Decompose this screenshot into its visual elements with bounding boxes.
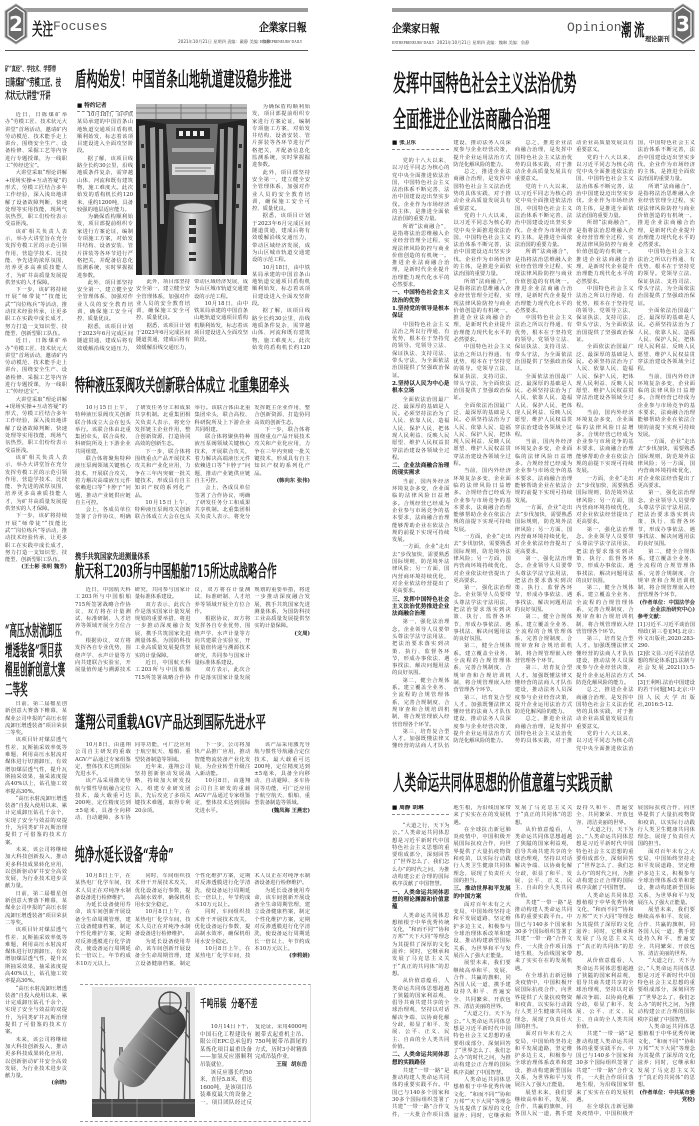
page-number-badge <box>4 3 28 45</box>
body-paragraph: 第三，培育复合型人才。加强既懂法律又懂经营的法商人才队伍建设，推动法务人员深度参与企业经营决策，提升企业运用法治方式防范化解风险的能力。 <box>392 140 511 750</box>
body-paragraph: 展望未来，我们要继续高举和平、发展、合作、共赢的旗帜，同各国人民一道，携手建设持久和平、普遍安全、共同繁荣、开放包容、清洁美丽的世界。 <box>514 805 634 1118</box>
body-paragraph: 下一步，公司将加快产品推广应用，推动智能物流装备产业化发展，为企业转型升级注入新动能。 <box>194 742 251 778</box>
body-paragraph: 所谓“法商融合”，是指将法治思维融入企业经营管理全过程，实现法律风险防控与商业价值创造的有机统一。推进企业法商融合治理，是新时代企业提升治理能力现代化水平的必然要求。 <box>637 183 695 249</box>
body-paragraph: 第三，培育复合型人才。加强既懂法律又懂经营的法商人才队伍建设，推动法务人员深度参与企业经营决策，提升企业运用法治方式防范化解风险的能力。 <box>453 694 511 745</box>
article-body <box>136 279 248 353</box>
body-paragraph: “大道之行，天下为公。”人类命运共同体思想是习近平新时代中国特色社会主义思想的重要组成部分，深刻回答了“世界怎么了、我们怎么办”的时代之问，为推动构建公正合理的国际秩序贡献了中国智慧。 <box>453 1011 511 1076</box>
body-paragraph: 一方面，企业“走出去”步伐加快，需要熟悉国际规则，防范境外法律风险；另一方面，国内营商环境持续优化，对企业依法经营提出了更高要求。 <box>453 534 511 584</box>
body-paragraph: 此外，项目部坚持安全第一，建立健全安全管理体系，加强对作业人员的安全教育培训，确保施工安全可控、质量优良。 <box>136 279 190 322</box>
body-paragraph: “高压水射流卸压增透装备”自投入使用以来，累计完成卸压钻孔千余个，实现了安全与效益的双提升，为同类矿井瓦斯治理提供了可借鉴的技术方案。 <box>5 985 67 1036</box>
body-paragraph: “高压水射流卸压增透装备”自投入使用以来，累计完成卸压钻孔千余个，实现了安全与效益的双提升，为同类矿井瓦斯治理提供了可借鉴的技术方案。 <box>5 795 67 846</box>
article-headline: “高压水射流卸压增透装备”项目获榴星创新创意大赛二等奖 <box>5 621 66 699</box>
body-paragraph: 10月18日，由中铁某局承建的中国首条山地轨道交通项目盾构机顺利始发，标志着该项目建设进入全面攻坚阶段。 <box>252 264 310 308</box>
article-body <box>252 104 310 353</box>
author-affiliation: (作者单位：中国法学会企业法治研究中心) <box>639 599 695 613</box>
feature-headline: 千吨吊装 分毫不差 <box>200 997 258 1010</box>
article-headline: 航天科工203所与中国船舶715所达成战略合作 <box>75 562 277 582</box>
section-subheading: 二、人类命运共同体思想的实践路径 <box>392 1052 450 1066</box>
body-paragraph: 面对百年未有之大变局，中国始终坚持走和平发展道路，坚定维护多边主义，积极参与全球治理体系改革和建设，推动构建新型国际关系，为世界和平与发展注入了强大正能量。 <box>453 901 511 959</box>
body-paragraph: 第一，强化法治理念。企业领导人员要带头尊法学法守法用法，把法治要求落实到决策、执行、监督各环节，形成办事依法、遇事找法、解决问题用法的良好氛围。 <box>637 490 695 548</box>
masthead-logo: 企業家日報 <box>259 21 307 34</box>
article-headline: 人类命运共同体思想的价值意蕴与实践贡献 <box>393 770 613 795</box>
body-paragraph: 该反应器长约50米，直径5.8米，重达1600吨，是该项目吊装难度最大的设备之一。项目团队经过反复论证，采用4000吨履带式起重机主吊、750吨履带吊溜尾的方式，历时3小时精准完成吊装作业。 <box>200 1024 307 1106</box>
body-paragraph: 据悉，该项目计划于2023年6月完成区间隧道贯通，建成后将有效缓解沿线交通压力， <box>77 323 133 352</box>
section-title-en: Opinion <box>567 20 622 35</box>
article-byline: ■ 张卫东 <box>392 140 449 150</box>
article-body <box>392 805 695 1123</box>
body-paragraph: 展望未来，我们要继续高举和平、发展、合作、共赢的旗帜，同各国人民一道，携手建设持久和平、普遍安全、共同繁荣、开放包容、清洁美丽的世界。 <box>453 960 511 1011</box>
body-paragraph: 人类命运共同体思想植根于中华优秀传统文化，“和而不同”“协和万邦”“天下大同”等理念为其提供了深厚的文化滋养；同时，它继承和发展了马克思主义关于“真正的共同体”的思想。 <box>453 805 573 1120</box>
article-headline: 特种液压泵阀攻关创新联合体成立 北重集团牵头 <box>75 376 290 396</box>
body-paragraph: 所谓“法商融合”，是指将法治思维融入企业经营管理全过程，实现法律风险防控与商业价值创造的有机统一。推进企业法商融合治理，是新时代企业提升治理能力现代化水平的必然要求。 <box>453 278 511 344</box>
section-subheading: 1.坚持党的领导是根本保证 <box>392 305 450 320</box>
masthead-logo: 企業家日報 <box>392 22 440 35</box>
reference-item: [3]王利明.法治中国建设的若干问题[M].北京:中国人民大学出版社,2016:5-12. <box>637 679 695 708</box>
body-paragraph: 为确保盾构顺利始发，项目部提前组织专家进行方案论证，编制专项施工方案，对始发井结构、设备安装、管片拼装等各环节进行严格把关，并配备信息化监测系统，实时掌握掘进参数。 <box>77 214 133 279</box>
body-paragraph: 下一步，联合体将围绕重点产品开展技术攻关和产业化应用，力争在三年内突破一批关键技术，形成具有自主知识产权的系列化产品。 <box>134 448 191 499</box>
body-paragraph: 第一，强化法治理念。企业领导人员要带头尊法学法守法用法，把法治要求落实到决策、执行、监督各环节，形成办事依法、遇事找法、解决问题用法的良好氛围。 <box>576 526 634 584</box>
article-credit: (韩向东 张伟) <box>276 477 310 484</box>
body-paragraph: 第一，强化法治理念。企业领导人员要带头尊法学法守法用法，把法治要求落实到决策、执行、监督各环节，形成办事依法、遇事找法、解决问题用法的良好氛围。 <box>392 619 450 677</box>
body-paragraph: 该产品采用激光导航与惯性导航融合定位技术，最大载重可达200吨，定位精度达到±5毫米，具备全向移动、自动避障、多车协同等功能，可广泛应用于航空航天、船舶、重型装备制造等领域。 <box>75 742 191 821</box>
section-subheading: 三、发挥中国特色社会主义法治优势推进企业法商融合治理 <box>392 596 450 618</box>
dateline: 2021年10月21日 星期四 责编：戴静 美编：詹静 <box>178 39 271 44</box>
page-number: 3 <box>676 12 690 36</box>
section-title-en: Focuses <box>53 19 108 34</box>
body-paragraph: 人类命运共同体思想植根于中华优秀传统文化，“和而不同”“协和万邦”“天下大同”等理念为其提供了深厚的文化滋养；同时，它继承和发展了马克思主义关于“真正的共同体”的思想。 <box>392 912 450 977</box>
body-paragraph: 据悉，该项目计划于2023年6月完成区间隧道贯通，建成后将有效缓解沿线交通压力，带动区域经济发展，成为山区城市轨道交通建设的示范工程。 <box>136 279 248 351</box>
feature-body <box>200 1024 307 1114</box>
body-paragraph: 中国特色社会主义法治之所以行得通、有优势，根本在于坚持党的领导。党领导立法、保证执法、支持司法、带头守法，为全面依法治国提供了坚强政治保证。 <box>514 315 573 373</box>
body-paragraph: 面对百年未有之大变局，中国始终坚持走和平发展道路，坚定维护多边主义，积极参与全球治理体系改革和建设，推动构建新型国际关系，为世界和平与发展注入了强大正能量。 <box>637 848 695 906</box>
body-paragraph: 未来，该公司将继续加大科技创新投入，推动更多科技成果转化应用，以创新驱动矿井安全高效发展，为行业技术进步贡献力量。 <box>5 1036 67 1080</box>
body-paragraph: 会上，各成员单位签署了合作协议，明确了研发任务分工和成果共享机制。北重集团相关负责人表示，将充分发挥链主企业作用，整合创新资源，打造协同高效的创新生态。 <box>194 405 310 521</box>
body-paragraph: 一方面，企业“走出去”步伐加快，需要熟悉国际规则，防范境外法律风险；另一方面，国内营商环境持续优化，对企业依法经营提出了更高要求。 <box>392 544 450 595</box>
body-paragraph: 近日，日陈煤矿举办“劳模工匠、技术状元大讲堂”首场活动，邀请矿内劳动模范、技术能手走上讲台，围绕安全生产、设备检修、采掘工艺等内容进行专题授课，为一线职工“传经送宝”。 <box>5 112 67 170</box>
body-paragraph: 10月8日，由蓬翔公司自主研发的重载AGV产品通过专家组鉴定，整体技术达到国际先进水平。 <box>194 778 251 814</box>
article-kicker: 携手共筑国家先进测量体系 <box>75 551 150 561</box>
body-paragraph: 双方表示，此次合作是落实国家计量发展规划的重要举措，将进一步推动深度融合发展，携手共筑国家先进测量体系，为国防科技工业高质量发展提供坚实的计量保障。 <box>194 587 310 681</box>
body-paragraph: 近年来，蓬翔公司坚持创新驱动发展战略，持续加大研发投入，组建专业研发团队，先后攻克了多项关键技术难题，取得专利20余项。 <box>134 763 191 814</box>
section-title-cn: 关注 <box>32 20 54 40</box>
body-paragraph: 党的十八大以来，以习近平同志为核心的党中央全面推进依法治国，中国特色社会主义法治体系不断完善，法治中国建设迈出坚实步伐。企业作为市场经济的主体，是推进全面依法治国的重要力量。 <box>576 154 634 219</box>
reactor-lifting-photo <box>92 987 195 1117</box>
body-paragraph: 全面依法治国最广泛、最深厚的基础是人民。必须坚持法治为了人民、依靠人民、造福人民、保护人民，把体现人民利益、反映人民愿望、维护人民权益贯穿法治建设各领域全过程。 <box>637 307 695 373</box>
body-paragraph: 联合体将聚焦特种液压泵阀领域关键核心技术，开展联合攻关，着力解决高端液压元件依赖进口等“卡脖子”问题，推动产业链供应链自主可控。 <box>75 456 131 506</box>
body-paragraph: 全面依法治国最广泛、最深厚的基础是人民。必须坚持法治为了人民、依靠人民、造福人民、保护人民，把体现人民利益、反映人民愿望、维护人民权益贯穿法治建设各领域全过程。 <box>576 344 634 409</box>
references-block <box>638 600 695 709</box>
body-paragraph: 共建“一带一路”是推动构建人类命运共同体的重要实践平台。中国已与140多个国家和30多个国际组织签署了共建“一带一路”合作文件，一大批合作项目落地生根，为沿线国家带来了实实在在的发展机遇。 <box>576 1031 634 1103</box>
body-paragraph: 近日，中国航天科工203所与中国船舶715所签署战略合作协议，双方将在计量测试、标准研制、人才培养等领域开展全方位合作。 <box>75 587 131 637</box>
body-paragraph: 党的十八大以来，以习近平同志为核心的党中央全面推进依法治国，中国特色社会主义法治体系不断完善，法治中国建设迈出坚实步伐。企业作为市场经济的主体，是推进全面依法治国的重要力量。 <box>392 158 450 223</box>
body-paragraph: 据了解，该项目线路全长约30公里，沿线地质条件复杂，需穿越山体、河流和既有建筑物，施工难度大。此次始发的盾构机长约120米，重约1200吨，具备较强的地层适应能力。 <box>77 155 133 213</box>
body-paragraph: 全面依法治国最广泛、最深厚的基础是人民。必须坚持法治为了人民、依靠人民、造福人民、保护人民，把体现人民利益、反映人民愿望、维护人民权益贯穿法治建设各领域全过程。 <box>392 396 450 461</box>
body-paragraph: 总之，推进企业法商融合治理，是发挥中国特色社会主义法治优势的具体实践，对于推动企业高质量发展具有重要意义。 <box>576 687 634 730</box>
body-paragraph: 此外，项目部坚持安全第一，建立健全安全管理体系，加强对作业人员的安全教育培训，确保施工安全可控、质量优良。 <box>77 279 133 323</box>
body-paragraph: 下一步，联合体将围绕重点产品开展技术攻关和产业化应用，力争在三年内突破一批关键技术，形成具有自主知识产权的系列化产品。 <box>254 426 310 477</box>
body-paragraph: 所谓“法商融合”，是指将法治思维融入企业经营管理全过程，实现法律风险防控与商业价值创造的有机统一。推进企业法商融合治理，是新时代企业提升治理能力现代化水平的必然要求。 <box>576 220 634 285</box>
body-paragraph: 据了解，该项目线路全长约30公里，沿线地质条件复杂，需穿越山体、河流和既有建筑物，施工难度大。此次始发的盾构机长约120 <box>252 308 310 351</box>
body-paragraph: 总之，推进企业法商融合治理，是发挥中国特色社会主义法治优势的具体实践，对于推动企业高质量发展具有重要意义。 <box>453 169 511 212</box>
body-paragraph: 所谓“法商融合”，是指将法治思维融入企业经营管理全过程，实现法律风险防控与商业价值创造的有机统一。推进企业法商融合治理，是新时代企业提升治理能力现代化水平的必然要求。 <box>514 249 573 314</box>
body-paragraph: 10月8日上午，在某热电厂化学车间，技术人员正在对纯净水制备设备进行检修维护。 <box>194 873 310 960</box>
section-subheading: 2.坚持以人民为中心是根本立场 <box>392 380 450 395</box>
body-paragraph: 总之，推进企业法商融合治理，是发挥中国特色社会主义法治优势的具体实践，对于推动企业高质量发展具有重要意义。 <box>514 140 634 745</box>
body-paragraph: 10月8日上午，在某热电厂化学车间，技术人员正在对纯净水制备设备进行检修维护。 <box>75 873 131 901</box>
header-rule <box>5 50 308 51</box>
article-credit: (文周) <box>294 630 310 637</box>
body-paragraph: 一方面，企业“走出去”步伐加快，需要熟悉国际规则，防范境外法律风险；另一方面，国内营商环境持续优化，对企业依法经营提出了更高要求。 <box>576 475 634 526</box>
body-paragraph: 第二，健全合规体系。建立覆盖全业务、全流程的合规管理体系，完善合规制度、合规审查和合规培训机制，将合规管理嵌入经营管理各个环节。 <box>576 585 634 635</box>
body-paragraph: 全面依法治国最广泛、最深厚的基础是人民。必须坚持法治为了人民、依靠人民、造福人民、保护人民，把体现人民利益、反映人民愿望、维护人民权益贯穿法治建设各领域全过程。 <box>514 373 573 438</box>
article-credit: (李莉娟) <box>289 953 310 960</box>
header-bar <box>392 8 674 12</box>
body-paragraph: “大道之行，天下为公。”人类命运共同体思想是习近平新时代中国特色社会主义思想的重要组成部分，深刻回答了“世界怎么了、我们怎么办”的时代之问，为推动构建公正合理的国际秩序贡献了中国智慧。 <box>392 823 450 888</box>
header-rule <box>392 50 695 51</box>
body-paragraph: 中国特色社会主义法治之所以行得通、有优势，根本在于坚持党的领导。党领导立法、保证执法、支持司法、带头守法，为全面依法治国提供了坚强政治保证。 <box>392 321 450 379</box>
section-subtitle: 理论副刊 <box>645 35 670 43</box>
article-byline: ■ 特约记者 <box>77 101 133 112</box>
body-paragraph: 当前，国内外经济环境复杂多变，企业面临的法律风险日益增多。合规经营已经成为企业参与市场竞争的基本要求，法商融合治理能够帮助企业在依法合规的前提下实现可持续发展。 <box>453 468 511 533</box>
references-title: 参考文献： <box>637 614 665 621</box>
body-paragraph: 党的十八大以来，以习近平同志为核心的党中央全面推进依法治国，中国特色社会主义法治体系不断完善，法治中国建设迈出坚实步伐。企业作为市场经济的主体，是推进全面依法治国的重要力量。 <box>453 212 511 278</box>
photo-credit: 王琨 胡东岳 <box>276 1061 307 1068</box>
body-paragraph: 当前，国内外经济环境复杂多变，企业面临的法律风险日益增多。合规经营已经成为企业参与市场竞争的基本要求，法商融合治理能够帮助企业在依法合规的前提下实现可持续发展。 <box>576 409 634 475</box>
body-paragraph: 当前，国内外经济环境复杂多变，企业面临的法律风险日益增多。合规经营已经成为企业参与市场竞争的基本要求，法商融合治理能够帮助企业在依法合规的前提下实现可持续发展。 <box>637 373 695 438</box>
article-body <box>75 742 310 826</box>
header-bar <box>24 8 308 12</box>
body-paragraph: 未来，该公司将继续加大科技创新投入，推动更多科技成果转化应用，以创新驱动矿井安全高效发展，为行业技术进步贡献力量。 <box>5 846 67 890</box>
body-paragraph: 人类命运共同体思想植根于中华优秀传统文化，“和而不同”“协和万邦”“天下大同”等理念为其提供了深厚的文化滋养；同时，它继承和发展了马克思主义关于“真正的共同体”的思想。 <box>637 1023 695 1089</box>
body-paragraph: 展望未来，我们要继续高举和平、发展、合作、共赢的旗帜，同各国人民一道，携手建设持久和平、普遍安全、共同繁荣、开放包容、清洁美丽的世界。 <box>637 907 695 957</box>
body-paragraph: 第三，培育复合型人才。加强既懂法律又懂经营的法商人才队伍建设，推动法务人员深度参与企业经营决策，提升企业运用法治方式防范化解风险的能力。 <box>514 665 573 716</box>
article-headline <box>393 66 577 138</box>
article-headline: 日陈煤矿“劳模工匠、技术状元大讲堂”开讲 <box>5 78 62 102</box>
body-paragraph: 下一步，该矿将持续开展“师带徒”“技能比武”“岗位练兵”等活动，推动技术经验传承，让更多职工在实践中成长成才，努力打造一支知识型、技能型、创新型职工队伍。 <box>5 513 67 564</box>
body-paragraph: 为延长设备使用寿命，该车间创新开展设备全生命周期管理，建立设备健康档案，制定个性化维护方案，定期对反渗透膜进行化学清洗，使设备运行周期延长一倍以上，年节约成本10万元以上。 <box>75 902 131 967</box>
body-paragraph: 近日，日陈煤矿举办“劳模工匠、技术状元大讲堂”首场活动，邀请矿内劳动模范、技术能手走上讲台，围绕安全生产、设备检修、采掘工艺等内容进行专题授课，为一线职工“传经送宝”。 <box>5 338 67 396</box>
body-paragraph: 党的十八大以来，以习近平同志为核心的党中央全面推进依法治国，中国特色社会主义法治体系不断完善，法治中国建设迈出坚实步伐。企业作为市场经济的主体，是推进全面依法治国的重要力量。 <box>514 183 573 249</box>
body-paragraph: 该矿相关负责人表示，举办大讲堂旨在充分发挥劳模工匠的示范引领作用，营造学技术、比技能、争先进的浓厚氛围，培养更多高素质技能人才，为矿井高质量发展提供坚实的人才保障。 <box>5 454 67 513</box>
body-paragraph: 10月14日下午，中国石化工程建设有限公司EPC总承包的某炼化项目最重设备——加氢反应器顺利吊装就位。 <box>200 1024 252 1068</box>
dateline: 2021年10月21日 星期四 责编：魏琳 美编：詹静 <box>437 39 530 45</box>
body-paragraph: 当前，国内外经济环境复杂多变，企业面临的法律风险日益增多。合规经营已经成为企业参与市场竞争的基本要求，法商融合治理能够帮助企业在依法合规的前提下实现可持续发展。 <box>392 478 450 544</box>
article-body <box>5 701 67 1103</box>
body-paragraph: 同时，车间组织技术骨干开展技术攻关，优化设备运行参数，提高制水效率，确保机组用水安全稳定。 <box>194 909 251 945</box>
body-paragraph: 从价值意蕴看，人类命运共同体思想超越了狭隘的国家利益观，倡导共商共建共享的全球治理观，坚持以对话解决争端、以协商化解分歧，彰显了和平、发展、公平、正义、民主、自由的全人类共同价值。 <box>514 826 573 899</box>
body-paragraph: 日前，第二届榴星创新创意大赛落下帷幕，某煤业公司申报的“高压水射流卸压增透装备”项目荣获二等奖。 <box>5 701 67 737</box>
body-paragraph: 当前，国内外经济环境复杂多变，企业面临的法律风险日益增多。合规经营已经成为企业参与市场竞争的基本要求，法商融合治理能够帮助企业在依法合规的前提下实现可持续发展。 <box>514 439 573 504</box>
page-number: 2 <box>9 12 23 36</box>
body-paragraph: 一方面，企业“走出去”步伐加快，需要熟悉国际规则，防范境外法律风险；另一方面，国内营商环境持续优化，对企业依法经营提出了更高要求。 <box>637 439 695 489</box>
body-paragraph: 为延长设备使用寿命，该车间创新开展设备全生命周期管理，建立设备健康档案，制定个性化维护方案，定期对反渗透膜进行化学清洗，使设备运行周期延长一倍以上，年节约成本10万元以上。 <box>134 873 251 967</box>
body-paragraph: “大道之行，天下为公。”人类命运共同体思想是习近平新时代中国特色社会主义思想的重要组成部分，深刻回答了“世界怎么了、我们怎么办”的时代之问，为推动构建公正合理的国际秩序贡献了中国智慧。 <box>637 958 695 1023</box>
body-paragraph: 该项目针对煤层透气性差、瓦斯抽采效率低等难题，利用高压水射流对煤体进行切割卸压，有效增加煤层透气性，提升瓦斯抽采效果，抽采浓度提高40%以上，钻孔施工效率提高30%。 <box>5 737 67 795</box>
body-paragraph: 在全球抗击新冠肺炎疫情中，中国积极开展国际抗疫合作，向世界提供了大量抗疫物资和疫苗，以实际行动践行人类卫生健康共同体理念，展现了负责任大国的担当。 <box>576 805 695 1118</box>
body-paragraph: 根据协议，双方将发挥各自专业优势，围绕声学、水声计量等方向共建联合实验室，开展量值传递与溯源技术研究，共同参与国家计量标准体系建设。 <box>194 616 251 666</box>
page-number-badge <box>671 3 695 45</box>
body-paragraph: 人类命运共同体思想植根于中华优秀传统文化，“和而不同”“协和万邦”“天下大同”等理念为其提供了深厚的文化滋养；同时，它继承和发展了马克思主义关于“真正的共同体”的思想。 <box>576 892 634 957</box>
body-paragraph: 双方表示，此次合作是落实国家计量发展规划的重要举措，将进一步推动深度融合发展，携手共筑国家先进测量体系，为国防科技工业高质量发展提供坚实的计量保障。 <box>134 601 191 659</box>
headline-line-2: 全面推进企业法商融合治理 <box>393 106 551 133</box>
body-paragraph: 近日，中国航天科工203所与中国船舶715所签署战略合作协议，双方将在计量测试、标准研制、人才培养等领域开展全方位合作。 <box>134 587 251 681</box>
article-body <box>392 140 695 754</box>
body-paragraph: 该项目针对煤层透气性差、瓦斯抽采效率低等难题，利用高压水射流对煤体进行切割卸压，有效增加煤层透气性，提升瓦斯抽采效果，抽采浓度提高40%以上，钻孔施工效率提高30%。 <box>5 927 67 985</box>
section-title-cn: 潮流 <box>621 21 648 41</box>
body-paragraph: 在全球抗击新冠肺炎疫情中，中国积极开展国际抗疫合作，向世界提供了大量抗疫物资和疫苗，以实际行动践行人类卫生健康共同体理念，展现了负责任大国的担当。 <box>514 972 573 1030</box>
body-paragraph: 所谓“法商融合”，是指将法治思维融入企业经营管理全过程，实现法律风险防控与商业价值创造的有机统一。推进企业法商融合治理，是新时代企业提升治理能力现代化水平的必然要求。 <box>392 223 450 289</box>
body-paragraph: 为延长设备使用寿命，该车间创新开展设备全生命周期管理，建立设备健康档案，制定个性化维护方案，定期对反渗透膜进行化学清洗，使设备运行周期延长一倍以上，年节约成本10万元以上。 <box>254 887 310 952</box>
section-subheading: 一、人类命运共同体思想的理论渊源和价值意蕴 <box>392 889 450 911</box>
body-paragraph: 10月18日，由中铁某局承建的中国首条山地轨道交通项目盾构机顺利始发，标志着该项目建设进入全面攻坚阶段。 <box>77 112 133 155</box>
body-paragraph: 下一步，该矿将持续开展“师带徒”“技能比武”“岗位练兵”等活动，推动技术经验传承，让更多职工在实践中成长成才，努力打造一支知识型、技能型、创新型职工队伍。 <box>5 287 67 337</box>
body-paragraph: 一方面，企业“走出去”步伐加快，需要熟悉国际规则，防范境外法律风险；另一方面，国内营商环境持续优化，对企业依法经营提出了更高要求。 <box>514 504 573 555</box>
body-paragraph: 第一，强化法治理念。企业领导人员要带头尊法学法守法用法，把法治要求落实到决策、执行、监督各环节，形成办事依法、遇事找法、解决问题用法的良好氛围。 <box>514 555 573 613</box>
article-headline: 盾构始发！中国首条山地轨道建设稳步推进 <box>75 67 292 91</box>
article-credit: (余晓) <box>51 1080 67 1087</box>
body-paragraph: 10月15日上午，特种液压泵阀攻关创新联合体成立大会在包头举行。该联合体由北重集团牵头，联合高校、科研院所及上下游企业共同组建。 <box>75 405 131 455</box>
body-paragraph: 根据协议，双方将发挥各自专业优势，围绕声学、水声计量等方向共建联合实验室，开展量值传递与溯源技术研究，共同参与国家计量标准体系建设。 <box>75 587 191 674</box>
section-subheading: 一、中国特色社会主义法治的优势 <box>392 290 450 304</box>
article-body <box>5 112 67 594</box>
body-paragraph: 中国特色社会主义法治之所以行得通、有优势，根本在于坚持党的领导。党领导立法、保证执法、支持司法、带头守法，为全面依法治国提供了坚强政治保证。 <box>576 285 634 344</box>
masthead-english: ENTREPRENEURS' DAILY <box>392 40 435 45</box>
section-subheading: 二、企业法商融合治理的现实需求 <box>392 463 450 477</box>
body-paragraph: 会上，各成员单位签署了合作协议，明确了研发任务分工和成果共享机制。北重集团相关负责人表示，将充分发挥链主企业作用，整合创新资源，打造协同高效的创新生态。 <box>75 405 191 521</box>
body-paragraph: 为确保盾构顺利始发，项目部提前组织专家进行方案论证，编制专项施工方案，对始发井结构、设备安装、管片拼装等各环节进行严格把关，并配备信息化监测系统，实时掌握掘进参数。 <box>252 104 310 169</box>
body-paragraph: 该产品采用激光导航与惯性导航融合定位技术，最大载重可达200吨，定位精度达到±5毫米，具备全向移动、自动避障、多车协同等功能，可广泛应用于航空航天、船舶、重型装备制造等领域。 <box>254 742 310 807</box>
body-paragraph: 第三，培育复合型人才。加强既懂法律又懂经营的法商人才队伍建设，推动法务人员深度参与企业经营决策，提升企业运用法治方式防范化解风险的能力。 <box>576 636 634 686</box>
body-paragraph: 第二，健全合规体系。建立覆盖全业务、全流程的合规管理体系，完善合规制度、合规审查和合规培训机制，将合规管理嵌入经营管理各个环节。 <box>453 643 511 694</box>
body-paragraph: 中国特色社会主义法治之所以行得通、有优势，根本在于坚持党的领导。党领导立法、保证执法、支持司法、带头守法，为全面依法治国提供了坚强政治保证。 <box>453 344 511 402</box>
article-body <box>75 405 310 527</box>
article-credit: (魏凤海 王燕宏) <box>271 807 310 814</box>
reference-item: [2]张文显.习近平法治思想的理论体系[J].法制与社会发展,2021(1):5-54. <box>637 650 695 679</box>
reference-item: [1]习近平.习近平谈治国理政(第三卷)[M].北京:外文出版社,2020:283-290. <box>637 621 695 650</box>
body-paragraph: 共建“一带一路”是推动构建人类命运共同体的重要实践平台。中国已与140多个国家和30多个国际组织签署了共建“一带一路”合作文件，一大批合作项目落地生根，为沿线国家带来了实实在在的发展机遇。 <box>392 805 511 1118</box>
section-subheading: 三、推动世界和平发展的中国方案 <box>453 886 511 900</box>
body-paragraph: 该矿相关负责人表示，举办大讲堂旨在充分发挥劳模工匠的示范引领作用，营造学技术、比技能、争先进的浓厚氛围，培养更多高素质技能人才，为矿井高质量发展提供坚实的人才保障。 <box>5 228 67 286</box>
body-paragraph: 日前，第二届榴星创新创意大赛落下帷幕，某煤业公司申报的“高压水射流卸压增透装备”项目荣获二等奖。 <box>5 890 67 926</box>
article-body <box>75 873 310 968</box>
body-paragraph: 联合体将聚焦特种液压泵阀领域关键核心技术，开展联合攻关，着力解决高端液压元件依赖进口等“卡脖子”问题，推动产业链供应链自主可控。 <box>194 434 251 484</box>
body-paragraph: 在全球抗击新冠肺炎疫情中，中国积极开展国际抗疫合作，向世界提供了大量抗疫物资和疫苗，以实际行动践行人类卫生健康共同体理念，展现了负责任大国的担当。 <box>453 826 511 884</box>
masthead-english: ENTREPRENEURS' DAILY <box>260 40 303 44</box>
body-paragraph: 第二，健全合规体系。建立覆盖全业务、全流程的合规管理体系，完善合规制度、合规审查和合规培训机制，将合规管理嵌入经营管理各个环节。 <box>514 614 573 665</box>
body-paragraph: 从价值意蕴看，人类命运共同体思想超越了狭隘的国家利益观，倡导共商共建共享的全球治理观，坚持以对话解决争端、以协商化解分歧，彰显了和平、发展、公平、正义、民主、自由的全人类共同价值。 <box>576 958 634 1030</box>
body-paragraph: 大讲堂采取“理论讲解+现场实操+互动答疑”的形式，劳模工匠结合多年工作经验，深入浅出地讲解了设备故障判断、快速处理等实用技能，现场气氛热烈，职工们纷纷表示受益匪浅。 <box>5 170 67 228</box>
body-paragraph: 中国特色社会主义法治之所以行得通、有优势，根本在于坚持党的领导。党领导立法、保证执法、支持司法、带头守法，为全面依法治国提供了坚强政治保证。 <box>637 249 695 307</box>
body-paragraph: 第一，强化法治理念。企业领导人员要带头尊法学法守法用法，把法治要求落实到决策、执行、监督各环节，形成办事依法、遇事找法、解决问题用法的良好氛围。 <box>453 585 511 643</box>
article-body <box>75 587 310 688</box>
body-paragraph: 据悉，该项目计划于2023年6月完成区间隧道贯通，建成后将有效缓解沿线交通压力，带动区域经济发展，成为山区城市轨道交通建设的示范工程。 <box>252 213 310 264</box>
body-paragraph: 大讲堂采取“理论讲解+现场实操+互动答疑”的形式，劳模工匠结合多年工作经验，深入浅出地讲解了设备故障判断、快速处理等实用技能，现场气氛热烈，职工们纷纷表示受益匪浅。 <box>5 396 67 454</box>
body-paragraph: 面对百年未有之大变局，中国始终坚持走和平发展道路，坚定维护多边主义，积极参与全球治理体系改革和建设，推动构建新型国际关系，为世界和平与发展注入了强大正能量。 <box>514 1031 573 1089</box>
body-paragraph: 第二，健全合规体系。建立覆盖全业务、全流程的合规管理体系，完善合规制度、合规审查和合规培训机制，将合规管理嵌入经营管理各个环节。 <box>637 548 695 599</box>
body-paragraph: 10月15日上午，特种液压泵阀攻关创新联合体成立大会在包头举行。该联合体由北重集团牵头，联合高校、科研院所及上下游企业共同组建。 <box>134 405 251 521</box>
article-headline: 蓬翔公司重载AGV产品达到国际先进水平 <box>75 713 266 733</box>
body-paragraph: 10月8日，由蓬翔公司自主研发的重载AGV产品通过专家组鉴定，整体技术达到国际先进水平。 <box>75 742 131 778</box>
body-paragraph: 此外，项目部坚持安全第一，建立健全安全管理体系，加强对作业人员的安全教育培训，确保施工安全可控、质量优良。 <box>252 169 310 213</box>
article-credit: (王士彬 张明 魏芳) <box>21 564 67 571</box>
body-paragraph: 10月8日上午，在某热电厂化学车间，技术人员正在对纯净水制备设备进行检修维护。 <box>134 909 191 938</box>
article-kicker: 矿“真经”、学技术、学帮带 <box>5 64 57 73</box>
tunnel-boring-machine-photo <box>136 104 247 275</box>
body-paragraph: 全面依法治国最广泛、最深厚的基础是人民。必须坚持法治为了人民、依靠人民、造福人民、保护人民，把体现人民利益、反映人民愿望、维护人民权益贯穿法治建设各领域全过程。 <box>453 402 511 468</box>
headline-line-1: 发挥中国特色社会主义法治优势 <box>393 70 577 97</box>
body-paragraph: “大道之行，天下为公。”人类命运共同体思想是习近平新时代中国特色社会主义思想的重要组成部分，深刻回答了“世界怎么了、我们怎么办”的时代之问，为推动构建公正合理的国际秩序贡献了中国智慧。 <box>576 826 634 892</box>
body-paragraph: 同时，车间组织技术骨干开展技术攻关，优化设备运行参数，提高制水效率，确保机组用水安全稳定。 <box>134 873 191 909</box>
body-paragraph: 党的十八大以来，以习近平同志为核心的党中央全面推进依法治国，中国特色社会主义法治体系不断完善，法治中国建设迈出坚实步伐。企业作为市场经济的主体，是推进全面依法治国的重要力量。 <box>576 140 695 752</box>
article-body <box>77 112 133 353</box>
body-paragraph: 共建“一带一路”是推动构建人类命运共同体的重要实践平台。中国已与140多个国家和30多个国际组织签署了共建“一带一路”合作文件，一大批合作项目落地生根，为沿线国家带来了实实在在的发展机遇。 <box>514 899 573 972</box>
body-paragraph: 从价值意蕴看，人类命运共同体思想超越了狭隘的国家利益观，倡导共商共建共享的全球治理观，坚持以对话解决争端、以协商化解分歧，彰显了和平、发展、公平、正义、民主、自由的全人类共同价值。 <box>392 978 450 1050</box>
article-byline: ■ 周静 胡琳 <box>392 805 449 815</box>
article-headline: 纯净水延长设备“寿命” <box>75 845 174 866</box>
body-paragraph: 第二，健全合规体系。建立覆盖全业务、全流程的合规管理体系，完善合规制度、合规审查和合规培训机制，将合规管理嵌入经营管理各个环节。 <box>392 677 450 728</box>
author-affiliation: (作者单位：中共某市委党校) <box>639 1089 695 1103</box>
body-paragraph: 10月18日，由中铁某局承建的中国首条山地轨道交通项目盾构机顺利始发，标志着该项目建设进入全面攻坚阶段。 <box>194 300 248 344</box>
body-paragraph: 总之，推进企业法商融合治理，是发挥中国特色社会主义法治优势的具体实践，对于推动企业高质量发展具有重要意义。 <box>514 140 573 183</box>
